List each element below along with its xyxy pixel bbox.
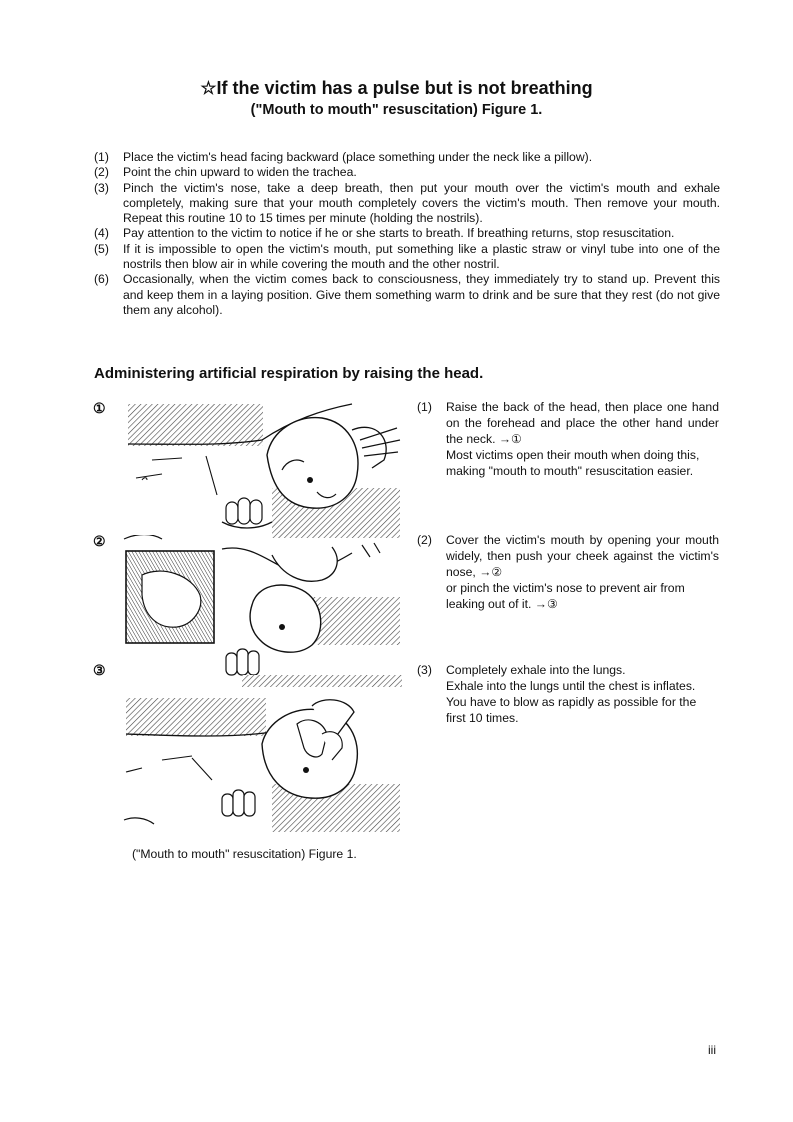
figure-1-illustration bbox=[122, 400, 404, 542]
figure-marker-3: ③ bbox=[93, 662, 106, 678]
description-text: Cover the victim's mouth by opening your mouth widely, then push your cheek against the victim's nose, →② bbox=[446, 533, 719, 579]
description-number: (3) bbox=[417, 663, 432, 677]
figure-caption: ("Mouth to mouth" resuscitation) Figure 1. bbox=[132, 847, 357, 861]
description-3 bbox=[417, 663, 719, 727]
page-subtitle: ("Mouth to mouth" resuscitation) Figure 1. bbox=[250, 102, 543, 118]
description-note: or pinch the victim's nose to prevent air from leaking out of it. →③ bbox=[446, 580, 685, 611]
page-title: ☆If the victim has a pulse but is not breathing bbox=[200, 78, 593, 98]
step-number: (1) bbox=[94, 150, 109, 164]
figure-2-illustration bbox=[122, 535, 404, 687]
description-text: Completely exhale into the lungs. bbox=[446, 663, 626, 677]
step-item bbox=[94, 272, 720, 318]
step-text: Occasionally, when the victim comes back to consciousness, they immediately try to stand up. Prevent this and keep them in a laying position. Give them something warm to drink and be sure that they rest (do not give them any alcohol). bbox=[123, 272, 720, 317]
step-text: Pinch the victim's nose, take a deep breath, then put your mouth over the victim's mouth and exhale completely, making sure that your mouth completely covers the victim's mouth. Then remove your mouth. Repeat this routine 10 to 15 times per minute (holding the nostrils). bbox=[123, 180, 720, 226]
description-number: (2) bbox=[417, 533, 432, 547]
figure-marker-2: ② bbox=[93, 533, 106, 549]
step-item bbox=[94, 242, 720, 273]
step-text: Place the victim's head facing backward (place something under the neck like a pillow). bbox=[123, 150, 593, 164]
description-2 bbox=[417, 533, 719, 613]
description-note: Exhale into the lungs until the chest is inflates. You have to blow as rapidly as possible for the first 10 times. bbox=[446, 678, 697, 725]
step-number: (2) bbox=[94, 165, 109, 180]
step-number: (5) bbox=[94, 241, 109, 256]
step-item bbox=[94, 165, 720, 180]
figure-marker-1: ① bbox=[93, 400, 106, 416]
description-1 bbox=[417, 400, 719, 480]
step-number: (3) bbox=[94, 180, 109, 195]
steps-list bbox=[94, 150, 720, 318]
step-text: If it is impossible to open the victim's mouth, put something like a plastic straw or vinyl tube into one of the nostrils then blow air in while covering the mouth and the other nostril. bbox=[123, 241, 720, 272]
step-number: (4) bbox=[94, 226, 109, 241]
step-item bbox=[94, 150, 720, 165]
page-number: iii bbox=[708, 1043, 716, 1057]
section-heading: Administering artificial respiration by raising the head. bbox=[94, 365, 484, 382]
step-number: (6) bbox=[94, 272, 109, 287]
step-item bbox=[94, 226, 720, 241]
step-text: Point the chin upward to widen the trachea. bbox=[123, 165, 357, 180]
description-text: Raise the back of the head, then place one hand on the forehead and place the other hand under the neck. →① bbox=[446, 400, 719, 446]
description-note: Most victims open their mouth when doing this, making "mouth to mouth" resuscitation easier. bbox=[446, 447, 700, 478]
step-item bbox=[94, 181, 720, 227]
description-number: (1) bbox=[417, 400, 432, 414]
step-text: Pay attention to the victim to notice if he or she starts to breath. If breathing returns, stop resuscitation. bbox=[123, 226, 675, 241]
figure-3-illustration bbox=[122, 694, 404, 836]
